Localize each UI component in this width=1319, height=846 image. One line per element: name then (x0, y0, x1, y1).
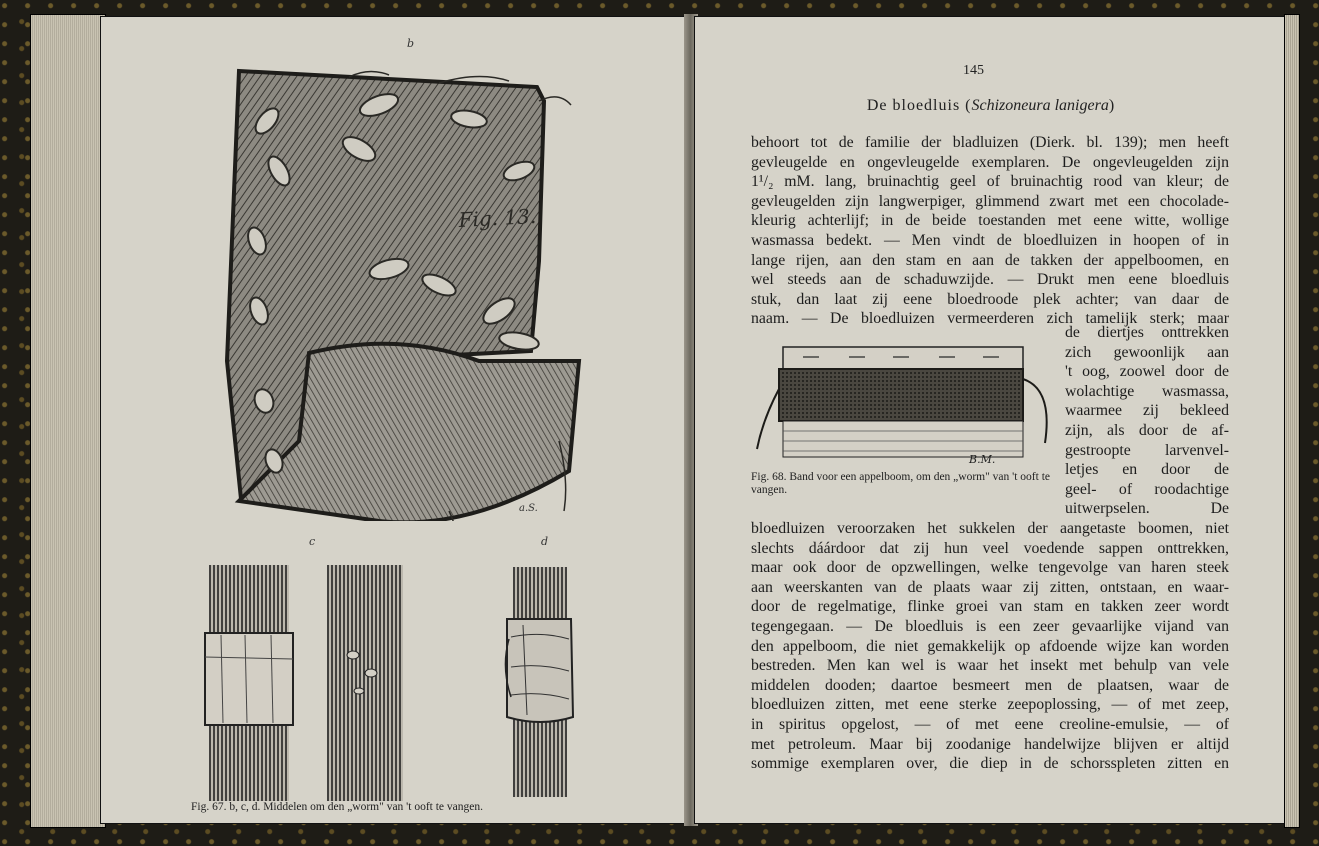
text-line: behoort tot de familie der bladluizen (Dierk. bl. 139); men heeft (751, 134, 1229, 151)
figure-68-caption: Fig. 68. Band voor een appelboom, om den „worm" van 't ooft te vangen. (751, 471, 1050, 496)
text-line: slechts dáárdoor dat zij hun veel voedende sappen onttrekken, (751, 539, 1229, 557)
artist-mark: a.S. (519, 503, 538, 514)
text-line: wasmassa bedekt. — Men vindt de bloedluizen in hoopen of in (751, 231, 1229, 249)
text-line: lange rijen, aan den stam en aan de takken der appelboomen, en (751, 251, 1229, 269)
text-line: bloedluizen zitten, met eene sterke zeepoplossing, — of met zeep, (751, 696, 1229, 714)
illustration-fig68-band (753, 339, 1053, 467)
text-line: naam. — De bloedluizen vermeerderen zich tamelijk sterk; maar (751, 310, 1229, 328)
heading-plain: De bloedluis ( (866, 97, 972, 114)
figure-label-c: c (309, 535, 316, 548)
section-heading (695, 97, 1287, 115)
text-line: middelen dooden; daartoe besmeert men de plaatsen, waar de (751, 676, 1229, 694)
text-line: gevleugelde en ongevleugelde exemplaren. De ongevleugelden zijn (751, 153, 1229, 171)
page-number: 145 (963, 63, 984, 78)
text-line: gestroopte larvenvel- (1065, 441, 1229, 459)
text-line: geel- of roodachtige (1065, 480, 1229, 498)
heading-close: ) (1108, 97, 1116, 114)
text-line: bloedluizen veroorzaken het sukkelen der aangetaste boomen, niet (751, 520, 1229, 537)
text-line: wel steeds aan de schaduwzijde. — Drukt men eene bloedluis (751, 271, 1229, 289)
figure-label-d: d (541, 535, 549, 548)
right-page (694, 16, 1288, 824)
book-page-edges-left (30, 14, 106, 828)
illustration-bare-trunk (323, 565, 409, 801)
text-line: gevleugelden zijn langwerpiger, glimmend zwart met een chocolade- (751, 192, 1229, 210)
text-line: sommige exemplaren over, die diep in de schorsspleten zitten en (751, 755, 1229, 773)
paragraph-side-column (1065, 323, 1229, 519)
text-line: den appelboom, die niet gemakkelijk op afdoende wijze kan worden (751, 637, 1229, 655)
book-page-edges-right (1284, 14, 1300, 828)
text-line: 1¹/₂ mM. lang, bruinachtig geel of bruinachtig rood van kleur; de (751, 173, 1229, 191)
text-line: wolachtige wasmassa, (1065, 382, 1229, 400)
figure-67-caption: Fig. 67. b, c, d. Middelen om den „worm" van 't ooft te vangen. (191, 801, 483, 813)
paragraph-bottom (751, 519, 1229, 774)
illustration-trunk-with-band (201, 565, 301, 801)
illustration-sack-band (219, 61, 599, 521)
text-line: waarmee zij bekleed (1065, 402, 1229, 420)
text-line: bestreden. Men kan wel is waar het insekt met behulp van vele (751, 657, 1229, 675)
text-line: kleurig achterlijf; in de beide toestanden met eene witte, wollige (751, 212, 1229, 230)
text-line: met petroleum. Maar bij zoodanige handelwijze blijven er altijd (751, 735, 1229, 753)
text-line: de diertjes onttrekken (1065, 324, 1229, 341)
text-line: stuk, dan laat zij eene bloedroode plek achter; van daar de (751, 290, 1229, 308)
left-page (100, 16, 689, 824)
text-line: maar ook door de opzwellingen, welke tengevolge van haren steek (751, 559, 1229, 577)
text-line: aan weerskanten van de plaats waar zij zitten, ontstaan, en waar- (751, 578, 1229, 596)
text-line: zich gewoonlijk aan (1065, 343, 1229, 361)
paragraph-top (751, 133, 1229, 329)
illustration-trunk-with-tied-band (501, 567, 579, 797)
text-line: 't oog, zoowel door de (1065, 363, 1229, 381)
heading-species: Schizoneura lanigera (971, 97, 1109, 114)
text-line: tegengegaan. — De bloedluis is een zeer gevaarlijke vijand van (751, 617, 1229, 635)
fig68-signature: B.M. (969, 453, 996, 466)
text-line: in spiritus opgelost, — of met eene creoline-emulsie, — of (751, 715, 1229, 733)
text-line: zijn, als door de af- (1065, 421, 1229, 439)
text-line: uitwerpselen. De (1065, 500, 1229, 518)
figure-label-b: b (407, 37, 415, 50)
figure-inscription: Fig. 13. (458, 203, 537, 232)
text-line: letjes en door de (1065, 461, 1229, 479)
text-line: door de regelmatige, flinke groei van stam en takken zeer wordt (751, 598, 1229, 616)
